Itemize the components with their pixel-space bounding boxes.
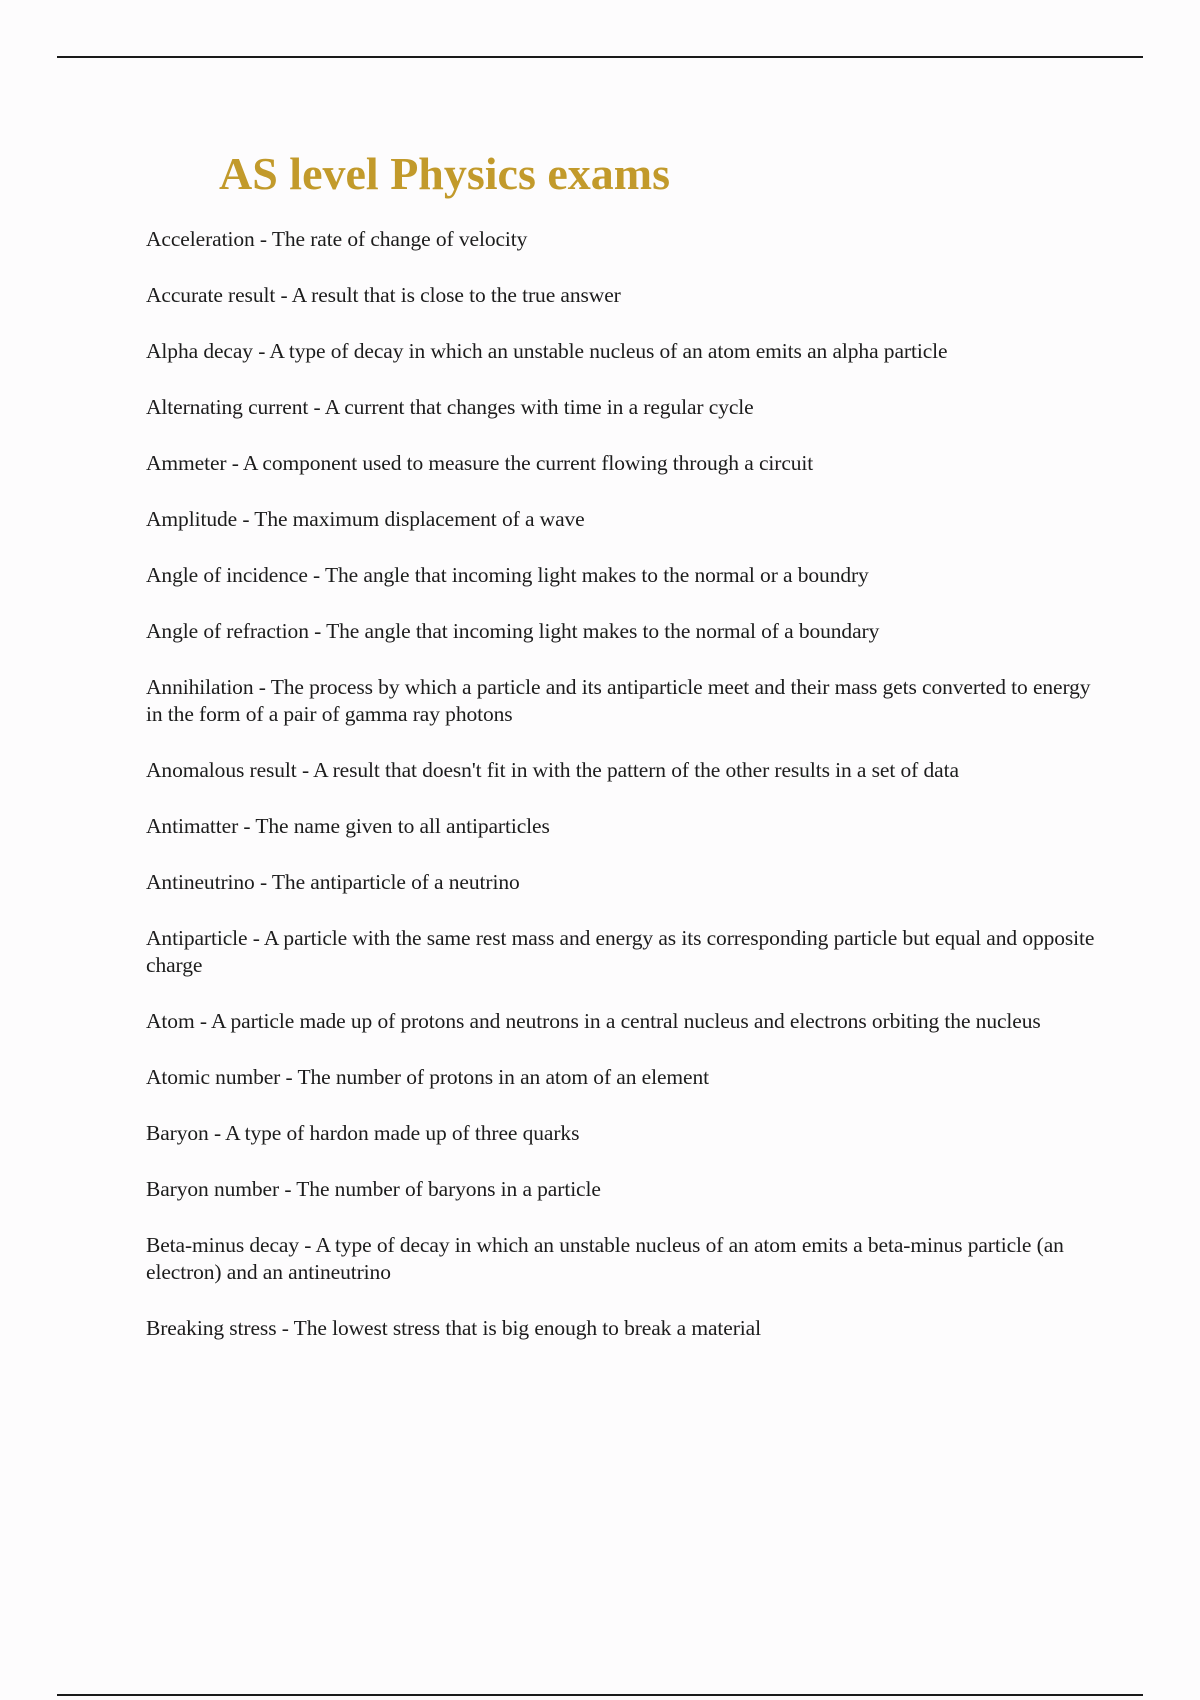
glossary-entry: Anomalous result - A result that doesn't fit in with the pattern of the other results in a set of data <box>146 758 959 782</box>
glossary-entry: Alpha decay - A type of decay in which an unstable nucleus of an atom emits an alpha particle <box>146 339 948 363</box>
glossary-entry: Breaking stress - The lowest stress that is big enough to break a material <box>146 1316 761 1340</box>
glossary-entry: Acceleration - The rate of change of velocity <box>146 227 528 251</box>
glossary-entry: Antiparticle - A particle with the same rest mass and energy as its corresponding particle but equal and opposite charge <box>146 926 1095 977</box>
glossary-entry: Accurate result - A result that is close to the true answer <box>146 283 621 307</box>
glossary-entry: Beta-minus decay - A type of decay in which an unstable nucleus of an atom emits a beta-minus particle (an electron) and an antineutrino <box>146 1233 1064 1284</box>
glossary-entry: Angle of refraction - The angle that incoming light makes to the normal of a boundary <box>146 619 880 643</box>
glossary-entry: Atomic number - The number of protons in an atom of an element <box>146 1065 710 1089</box>
glossary-entry: Atom - A particle made up of protons and neutrons in a central nucleus and electrons orbiting the nucleus <box>146 1009 1041 1033</box>
glossary-entry: Antineutrino - The antiparticle of a neutrino <box>146 870 520 894</box>
page-title: AS level Physics exams <box>219 148 671 199</box>
glossary-list <box>146 226 1096 1371</box>
top-rule <box>57 56 1143 58</box>
glossary-entry: Angle of incidence - The angle that incoming light makes to the normal or a boundry <box>146 563 869 587</box>
glossary-entry: Baryon - A type of hardon made up of three quarks <box>146 1121 580 1145</box>
glossary-entry: Baryon number - The number of baryons in a particle <box>146 1177 601 1201</box>
glossary-entry: Ammeter - A component used to measure the current flowing through a circuit <box>146 451 814 475</box>
bottom-rule <box>57 1694 1143 1696</box>
glossary-entry: Annihilation - The process by which a particle and its antiparticle meet and their mass gets converted to energy in the form of a pair of gamma ray photons <box>146 675 1091 726</box>
glossary-entry: Alternating current - A current that changes with time in a regular cycle <box>146 395 754 419</box>
glossary-entry: Amplitude - The maximum displacement of a wave <box>146 507 585 531</box>
glossary-entry: Antimatter - The name given to all antiparticles <box>146 814 550 838</box>
